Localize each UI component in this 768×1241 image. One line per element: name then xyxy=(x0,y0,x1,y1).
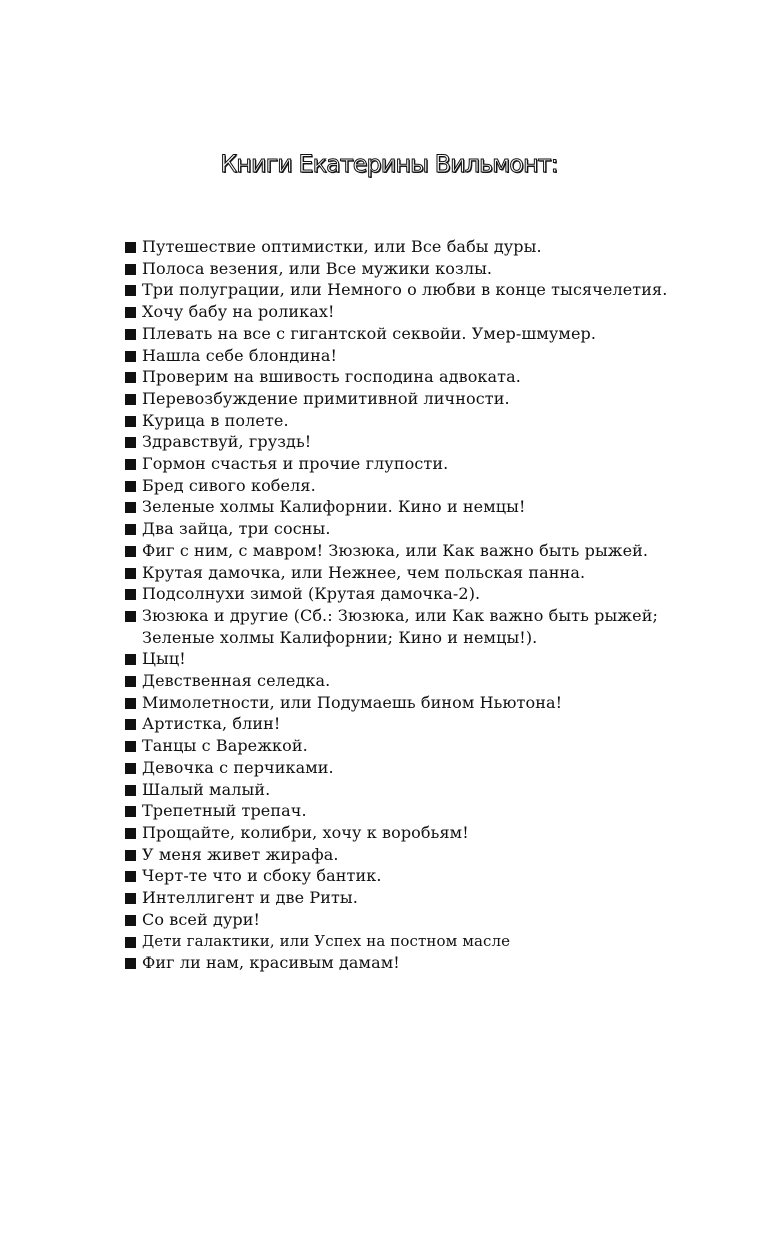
square-bullet-icon xyxy=(125,307,136,318)
square-bullet-icon xyxy=(125,763,136,774)
square-bullet-icon xyxy=(125,481,136,492)
list-item xyxy=(124,540,724,562)
list-item xyxy=(124,735,724,757)
book-title: Артистка, блин! xyxy=(142,714,281,734)
book-title: Танцы с Варежкой. xyxy=(142,736,308,756)
book-title: Три полуграции, или Немного о любви в конце тысячелетия. xyxy=(142,280,668,300)
square-bullet-icon xyxy=(125,958,136,969)
list-item xyxy=(124,605,712,648)
list-item xyxy=(124,279,724,301)
book-title: Полоса везения, или Все мужики козлы. xyxy=(142,258,493,278)
book-title: Два зайца, три сосны. xyxy=(142,519,331,539)
square-bullet-icon xyxy=(125,871,136,882)
square-bullet-icon xyxy=(125,850,136,861)
square-bullet-icon xyxy=(125,654,136,665)
book-title: Дети галактики, или Успех на постном масле xyxy=(142,931,511,950)
list-item xyxy=(124,931,724,953)
list-item xyxy=(124,453,724,475)
square-bullet-icon xyxy=(125,676,136,687)
book-title: Девочка с перчиками. xyxy=(142,757,334,777)
square-bullet-icon xyxy=(125,611,136,622)
book-title: Бред сивого кобеля. xyxy=(142,475,316,495)
square-bullet-icon xyxy=(125,589,136,600)
book-title: Фиг ли нам, красивым дамам! xyxy=(142,953,400,973)
square-bullet-icon xyxy=(125,741,136,752)
square-bullet-icon xyxy=(125,568,136,579)
square-bullet-icon xyxy=(125,524,136,535)
square-bullet-icon xyxy=(125,394,136,405)
list-item xyxy=(124,648,724,670)
book-title: Девственная селедка. xyxy=(142,671,331,691)
list-item xyxy=(124,952,724,974)
book-title: Фиг с ним, с мавром! Зюзюка, или Как важно быть рыжей. xyxy=(142,540,649,560)
list-item xyxy=(124,475,724,497)
square-bullet-icon xyxy=(125,546,136,557)
list-item xyxy=(124,887,724,909)
list-item xyxy=(124,388,724,410)
list-item xyxy=(124,236,724,258)
book-title: Шалый малый. xyxy=(142,779,271,799)
square-bullet-icon xyxy=(125,719,136,730)
book-title: Проверим на вшивость господина адвоката. xyxy=(142,367,521,387)
book-title: Зеленые холмы Калифорнии. Кино и немцы! xyxy=(142,497,526,517)
list-item xyxy=(124,800,724,822)
list-item xyxy=(124,431,724,453)
square-bullet-icon xyxy=(125,893,136,904)
square-bullet-icon xyxy=(125,459,136,470)
book-list xyxy=(124,236,724,974)
book-title: Зюзюка и другие (Сб.: Зюзюка, или Как важно быть рыжей; Зеленые холмы Калифорнии; Кино и немцы!). xyxy=(142,605,658,647)
square-bullet-icon xyxy=(125,285,136,296)
square-bullet-icon xyxy=(125,915,136,926)
list-item xyxy=(124,909,724,931)
page-title: Книги Екатерины Вильмонт: xyxy=(220,150,558,178)
list-item xyxy=(124,518,724,540)
book-title: Нашла себе блондина! xyxy=(142,345,338,365)
list-item xyxy=(124,779,724,801)
book-title: Здравствуй, груздь! xyxy=(142,432,312,452)
square-bullet-icon xyxy=(125,806,136,817)
book-title: Черт-те что и сбоку бантик. xyxy=(142,866,382,886)
square-bullet-icon xyxy=(125,329,136,340)
book-title: Гормон счастья и прочие глупости. xyxy=(142,454,449,474)
square-bullet-icon xyxy=(125,437,136,448)
list-item xyxy=(124,410,724,432)
list-item xyxy=(124,865,724,887)
square-bullet-icon xyxy=(125,698,136,709)
book-title: Цыц! xyxy=(142,649,186,669)
square-bullet-icon xyxy=(125,416,136,427)
book-title: Курица в полете. xyxy=(142,410,289,430)
list-item xyxy=(124,670,724,692)
book-title: Мимолетности, или Подумаешь бином Ньютона! xyxy=(142,692,563,712)
book-title: Крутая дамочка, или Нежнее, чем польская панна. xyxy=(142,562,586,582)
square-bullet-icon xyxy=(125,937,136,948)
list-item xyxy=(124,713,724,735)
book-title: Со всей дури! xyxy=(142,909,261,929)
book-title: Перевозбуждение примитивной личности. xyxy=(142,388,510,408)
square-bullet-icon xyxy=(125,785,136,796)
square-bullet-icon xyxy=(125,372,136,383)
book-title: Путешествие оптимистки, или Все бабы дуры. xyxy=(142,237,542,256)
square-bullet-icon xyxy=(125,828,136,839)
book-title: Плевать на все с гигантской секвойи. Умер-шмумер. xyxy=(142,323,597,343)
book-title: У меня живет жирафа. xyxy=(142,844,339,864)
list-item xyxy=(124,323,724,345)
square-bullet-icon xyxy=(125,242,136,253)
list-item xyxy=(124,562,724,584)
list-item xyxy=(124,844,724,866)
square-bullet-icon xyxy=(125,351,136,362)
list-item xyxy=(124,301,724,323)
list-item xyxy=(124,366,724,388)
square-bullet-icon xyxy=(125,502,136,513)
list-item xyxy=(124,822,724,844)
list-item xyxy=(124,345,724,367)
list-item xyxy=(124,757,724,779)
book-title: Интеллигент и две Риты. xyxy=(142,888,358,908)
list-item xyxy=(124,496,724,518)
book-title: Трепетный трепач. xyxy=(142,801,307,821)
list-item xyxy=(124,583,724,605)
book-title: Подсолнухи зимой (Крутая дамочка-2). xyxy=(142,584,481,604)
book-title: Прощайте, колибри, хочу к воробьям! xyxy=(142,822,469,842)
list-item xyxy=(124,258,724,280)
list-item xyxy=(124,692,724,714)
square-bullet-icon xyxy=(125,264,136,275)
book-title: Хочу бабу на роликах! xyxy=(142,302,335,322)
